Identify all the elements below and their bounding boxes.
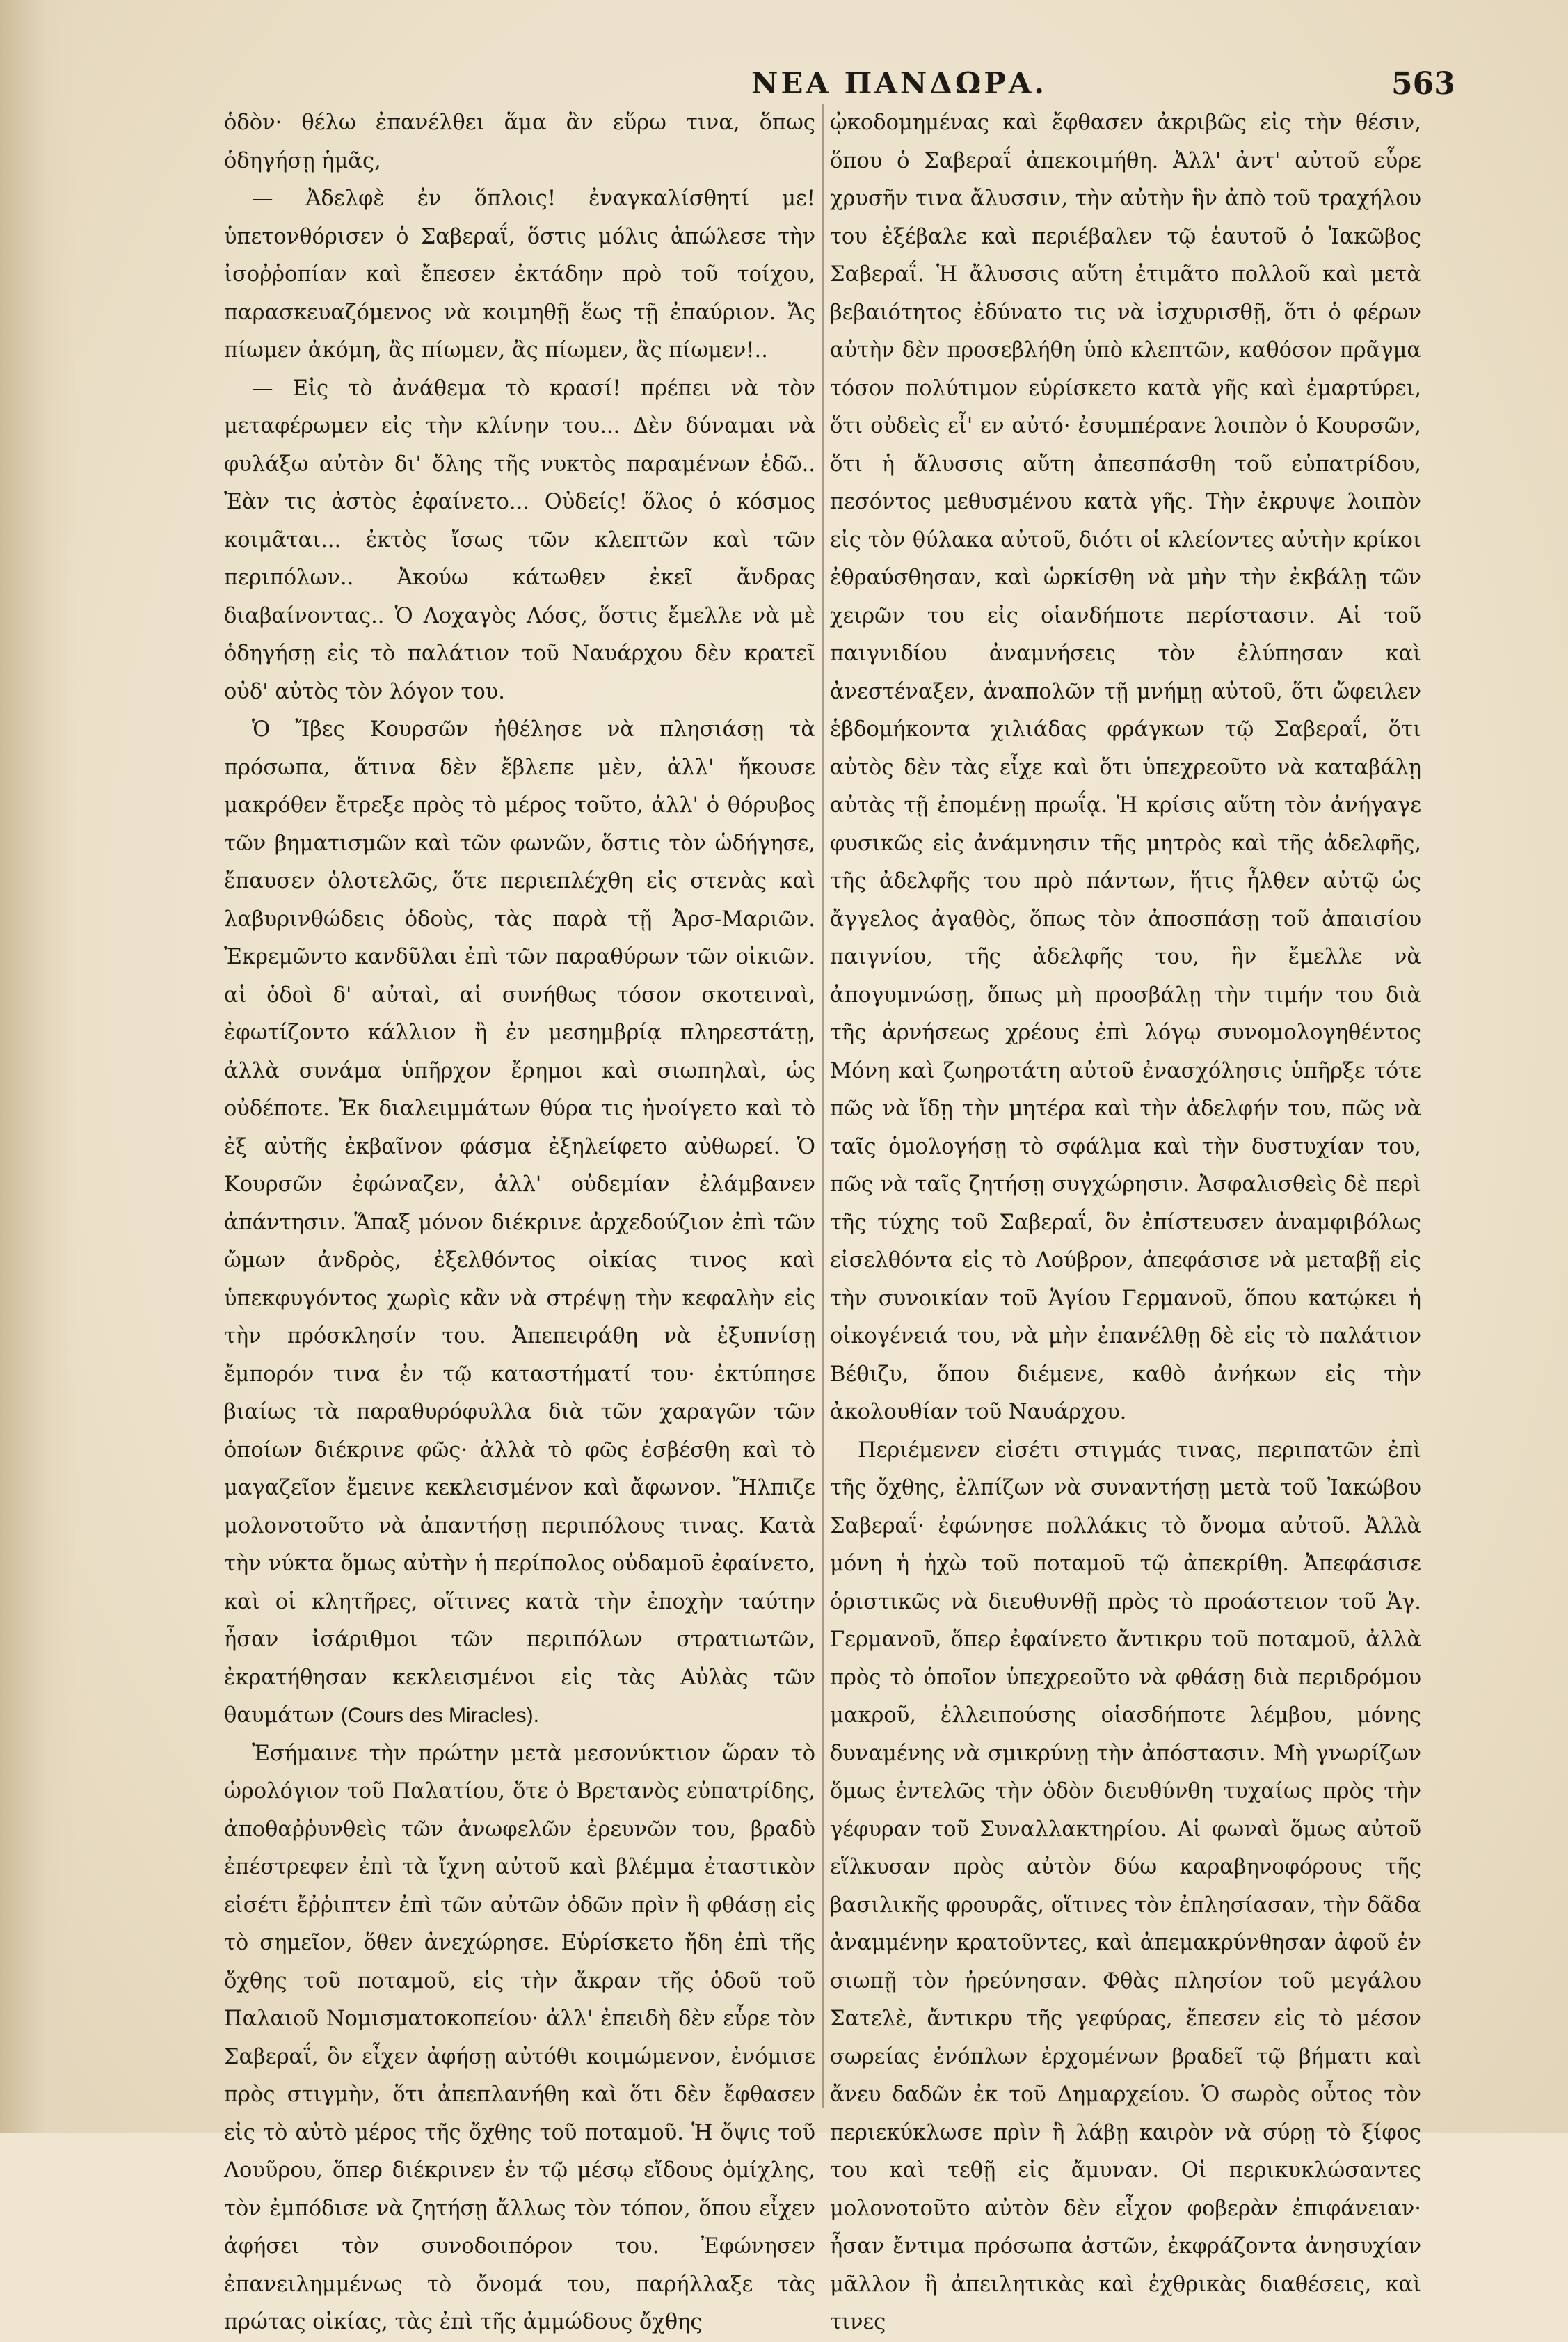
- paragraph: Ἐσήμαινε τὴν πρώτην μετὰ μεσονύκτιον ὥραν τὸ ὡρολόγιον τοῦ Παλατίου, ὅτε ὁ Βρετανὸς εὐπατρίδης, ἀποθαῤῥυνθεὶς τῶν ἀνωφελῶν ἐρευνῶν του, βραδὺ ἐπέστρεφεν ἐπὶ τὰ ἴχνη αὐτοῦ καὶ βλέμμα ἐταστικὸν εἰσέτι ἔῤῥιπτεν ἐπὶ τῶν αὐτῶν ὁδῶν πρὶν ἢ φθάσῃ εἰς τὸ σημεῖον, ὅθεν ἀνεχώρησε. Εὑρίσκετο ἤδη ἐπὶ τῆς ὄχθης τοῦ ποταμοῦ, εἰς τὴν ἄκραν τῆς ὁδοῦ τοῦ Παλαιοῦ Νομισματοκοπείου· ἀλλ' ἐπειδὴ δὲν εὗρε τὸν Σαβεραΐ, ὃν εἶχεν ἀφήσῃ αὐτόθι κοιμώμενον, ἐνόμισε πρὸς στιγμὴν, ὅτι ἀπεπλανήθη καὶ ὅτι δὲν ἔφθασεν εἰς τὸ αὐτὸ μέρος τῆς ὄχθης τοῦ ποταμοῦ. Ἡ ὄψις τοῦ Λουῦρου, ὅπερ διέκρινεν ἐν τῷ μέσῳ εἴδους ὁμίχλης, τὸν ἐμπόδισε νὰ ζητήσῃ ἄλλως τὸν τόπον, ὅπου εἶχεν ἀφήσει τὸν συνοδοιπόρον του. Ἐφώνησεν ἐπανειλημμένως τὸ ὄνομά του, παρήλλαξε τὰς πρώτας οἰκίας, τὰς ἐπὶ τῆς ἀμμώδους ὄχθης: [224, 1741, 815, 2334]
- paragraph: ὁδὸν· θέλω ἐπανέλθει ἅμα ἂν εὕρω τινα, ὅπως ὁδηγήσῃ ἡμᾶς,: [224, 111, 815, 173]
- journal-title: ΝΕΑ ΠΑΝΔΩΡΑ.: [751, 66, 1048, 100]
- page-binding-edge: [0, 0, 77, 2133]
- paragraph: — Εἰς τὸ ἀνάθεμα τὸ κρασί! πρέπει νὰ τὸν μεταφέρωμεν εἰς τὴν κλίνην του... Δὲν δύναμαι νὰ φυλάξω αὐτὸν δι' ὅλης τῆς νυκτὸς παραμένων ἐδῶ.. Ἐὰν τις ἀστὸς ἐφαίνετο... Οὐδείς! ὅλος ὁ κόσμος κοιμᾶται... ἐκτὸς ἴσως τῶν κλεπτῶν καὶ τῶν περιπόλων.. Ἀκούω κάτωθεν ἐκεῖ ἄνδρας διαβαίνοντας.. Ὁ Λοχαγὸς Λόσς, ὅστις ἔμελλε νὰ μὲ ὁδηγήσῃ εἰς τὸ παλάτιον τοῦ Ναυάρχου δὲν κρατεῖ οὐδ' αὐτὸς τὸν λόγον του.: [224, 376, 815, 704]
- left-column: [224, 104, 815, 2334]
- page-number: 563: [1391, 66, 1455, 102]
- paragraph: Περιέμενεν εἰσέτι στιγμάς τινας, περιπατῶν ἐπὶ τῆς ὄχθης, ἐλπίζων νὰ συναντήσῃ μετὰ τοῦ Ἰακώβου Σαβεραΐ· ἐφώνησε πολλάκις τὸ ὄνομα αὐτοῦ. Ἀλλὰ μόνη ἡ ἠχὼ τοῦ ποταμοῦ τῷ ἀπεκρίθη. Ἀπεφάσισε ὁριστικῶς νὰ διευθυνθῇ πρὸς τὸ προάστειον τοῦ Ἁγ. Γερμανοῦ, ὅπερ ἐφαίνετο ἄντικρυ τοῦ ποταμοῦ, ἀλλὰ πρὸς τὸ ὁποῖον ὑπεχρεοῦτο νὰ φθάσῃ διὰ περιδρόμου μακροῦ, ἐλλειπούσης οἱασδήποτε λέμβου, μόνης δυναμένης νὰ σμικρύνῃ τὴν ἀπόστασιν. Μὴ γνωρίζων ὅμως ἐντελῶς τὴν ὁδὸν διευθύνθη τυχαίως πρὸς τὴν γέφυραν τοῦ Συναλλακτηρίου. Αἱ φωναὶ ὅμως αὐτοῦ εἵλκυσαν πρὸς αὐτὸν δύω καραβηνοφόρους τῆς βασιλικῆς φρουρᾶς, οἵτινες τὸν ἐπλησίασαν, τὴν δᾶδα ἀναμμένην κρατοῦντες, καὶ ἀπεμακρύνθησαν ἀφοῦ ἐν σιωπῇ τὸν ἠρεύνησαν. Φθὰς πλησίον τοῦ μεγάλου Σατελὲ, ἄντικρυ τῆς γεφύρας, ἔπεσεν εἰς τὸ μέσον σωρείας ἐνόπλων ἐρχομένων βραδεῖ τῷ βήματι καὶ ἄνευ δαδῶν ἐκ τοῦ Δημαρχείου. Ὁ σωρὸς οὗτος τὸν περιεκύκλωσε πρὶν ἢ λάβῃ καιρὸν νὰ σύρῃ τὸ ξίφος του καὶ τεθῇ εἰς ἄμυναν. Οἱ περικυκλώσαντες μολονοτοῦτο αὐτὸν δὲν εἶχον φοβερὰν ἐπιφάνειαν· ἦσαν ἔντιμα πρόσωπα ἀστῶν, ἐκφράζοντα ἀνησυχίαν μᾶλλον ἢ ἀπειλητικὰς καὶ ἐχθρικὰς διαθέσεις, καὶ τινες: [830, 1437, 1421, 2334]
- right-column: [830, 104, 1421, 2334]
- paragraph: — Ἀδελφὲ ἐν ὅπλοις! ἐναγκαλίσθητί με! ὑπετονθόρισεν ὁ Σαβεραΐ, ὅστις μόλις ἀπώλεσε τὴν ἰσοῤῥοπίαν καὶ ἔπεσεν ἐκτάδην πρὸ τοῦ τοίχου, παρασκευαζόμενος νὰ κοιμηθῇ ἕως τῇ ἐπαύριον. Ἄς πίωμεν ἀκόμη, ἂς πίωμεν, ἂς πίωμεν, ἂς πίωμεν!..: [224, 186, 815, 363]
- french-term: (Cours des Miracles).: [340, 1704, 539, 1727]
- running-header: [0, 66, 1568, 108]
- paragraph-text: Ὁ Ἴβες Κουρσῶν ἠθέλησε νὰ πλησιάσῃ τὰ πρόσωπα, ἅτινα δὲν ἔβλεπε μὲν, ἀλλ' ἤκουσε μακρόθεν ἔτρεξε πρὸς τὸ μέρος τοῦτο, ἀλλ' ὁ θόρυβος τῶν βηματισμῶν καὶ τῶν φωνῶν, ὅστις τὸν ὡδήγησε, ἔπαυσεν ὁλοτελῶς, ὅτε περιεπλέχθη εἰς στενὰς καὶ λαβυρινθώδεις ὁδοὺς, τὰς παρὰ τῇ Ἀρσ-Μαριῶν. Ἐκρεμῶντο κανδῦλαι ἐπὶ τῶν παραθύρων τῶν οἰκιῶν. αἱ ὁδοὶ δ' αὐταὶ, αἱ συνήθως τόσον σκοτειναὶ, ἐφωτίζοντο κάλλιον ἢ ἐν μεσημβρίᾳ πληρεστάτῃ, ἀλλὰ συνάμα ὑπῆρχον ἔρημοι καὶ σιωπηλαὶ, ὡς οὐδέποτε. Ἐκ διαλειμμάτων θύρα τις ἠνοίγετο καὶ τὸ ἐξ αὐτῆς ἐκβαῖνον φάσμα ἐξηλείφετο αὐθωρεί. Ὁ Κουρσῶν ἐφώναζεν, ἀλλ' οὐδεμίαν ἐλάμβανεν ἀπάντησιν. Ἅπαξ μόνον διέκρινε ἀρχεδούζιον ἐπὶ τῶν ὤμων ἀνδρὸς, ἐξελθόντος οἰκίας τινος καὶ ὑπεκφυγόντος χωρὶς κἂν νὰ στρέψῃ τὴν κεφαλὴν εἰς τὴν πρόσκλησίν του. Ἀπεπειράθη νὰ ἐξυπνίσῃ ἔμπορόν τινα ἐν τῷ καταστήματί του· ἐκτύπησε βιαίως τὰ παραθυρόφυλλα διὰ τῶν χαραγῶν τῶν ὁποίων διέκρινε φῶς· ἀλλὰ τὸ φῶς ἐσβέσθη καὶ τὸ μαγαζεῖον ἔμεινε κεκλεισμένον καὶ ἄφωνον. Ἤλπιζε μολονοτοῦτο νὰ ἀπαντήσῃ περιπόλους τινας. Κατὰ τὴν νύκτα ὅμως αὐτὴν ἡ περίπολος οὐδαμοῦ ἐφαίνετο, καὶ οἱ κλητῆρες, οἵτινες κατὰ τὴν ἐποχὴν ταύτην ἦσαν ἰσάριθμοι τῶν περιπόλων στρατιωτῶν, ἐκρατήθησαν κεκλεισμένοι εἰς τὰς Αὐλὰς τῶν θαυμάτων: [224, 717, 815, 1728]
- paragraph: ᾠκοδομημένας καὶ ἔφθασεν ἀκριβῶς εἰς τὴν θέσιν, ὅπου ὁ Σαβεραΐ ἀπεκοιμήθη. Ἀλλ' ἀντ' αὐτοῦ εὗρε χρυσῆν τινα ἄλυσσιν, τὴν αὐτὴν ἣν ἀπὸ τοῦ τραχήλου του ἐξέβαλε καὶ περιέβαλεν τῷ ἑαυτοῦ ὁ Ἰακῶβος Σαβεραΐ. Ἡ ἄλυσσις αὕτη ἐτιμᾶτο πολλοῦ καὶ μετὰ βεβαιότητος ἐδύνατο τις νὰ ἰσχυρισθῇ, ὅτι ὁ φέρων αὐτὴν δὲν προσεβλήθη ὑπὸ κλεπτῶν, καθόσον πρᾶγμα τόσον πολύτιμον εὑρίσκετο κατὰ γῆς καὶ ἐμαρτύρει, ὅτι οὐδεὶς εἶ' εν αὐτό· ἐσυμπέρανε λοιπὸν ὁ Κουρσῶν, ὅτι ἡ ἄλυσσις αὕτη ἀπεσπάσθη τοῦ εὐπατρίδου, πεσόντος μεθυσμένου κατὰ γῆς. Τὴν ἐκρυψε λοιπὸν εἰς τὸν θύλακα αὐτοῦ, διότι οἱ κλείοντες αὐτὴν κρίκοι ἐθραύσθησαν, καὶ ὡρκίσθη νὰ μὴν τὴν ἐκβάλῃ τῶν χειρῶν του εἰς οἱανδήποτε περίστασιν. Αἱ τοῦ παιγνιδίου ἀναμνήσεις τὸν ἐλύπησαν καὶ ἀνεστέναξεν, ἀναπολῶν τῇ μνήμῃ αὐτοῦ, ὅτι ὤφειλεν ἑβδομήκοντα χιλιάδας φράγκων τῷ Σαβεραΐ, ὅτι αὐτὸς δὲν τὰς εἶχε καὶ ὅτι ὑπεχρεοῦτο νὰ καταβάλῃ αὐτὰς τῇ ἐπομένῃ πρωΐᾳ. Ἡ κρίσις αὕτη τὸν ἀνήγαγε φυσικῶς εἰς ἀνάμνησιν τῆς μητρὸς καὶ τῆς ἀδελφῆς, τῆς ἀδελφῆς του πρὸ πάντων, ἥτις ἦλθεν αὐτῷ ὡς ἄγγελος ἀγαθὸς, ὅπως τὸν ἀποσπάσῃ τοῦ ἀπαισίου παιγνίου, τῆς ἀδελφῆς του, ἣν ἔμελλε νὰ ἀπογυμνώσῃ, ὅπως μὴ προσβάλῃ τὴν τιμήν του διὰ τῆς ἀρνήσεως χρέους ἐπὶ λόγῳ συνομολογηθέντος Μόνη καὶ ζωηροτάτη αὐτοῦ ἐνασχόλησις ὑπῆρξε τότε πῶς νὰ ἴδῃ τὴν μητέρα καὶ τὴν ἀδελφήν του, πῶς νὰ ταῖς ὁμολογήσῃ τὸ σφάλμα καὶ τὴν δυστυχίαν του, πῶς νὰ ταῖς ζητήσῃ συγχώρησιν. Ἀσφαλισθεὶς δὲ περὶ τῆς τύχης τοῦ Σαβεραΐ, ὃν ἐπίστευσεν ἀναμφιβόλως εἰσελθόντα εἰς τὸ Λούβρον, ἀπεφάσισε νὰ μεταβῇ εἰς τὴν συνοικίαν τοῦ Ἁγίου Γερμανοῦ, ὅπου κατῴκει ἡ οἰκογένειά του, νὰ μὴν ἐπανέλθῃ δὲ εἰς τὸ παλάτιον Βέθιζυ, ὅπου διέμενε, καθὸ ἀνήκων εἰς τὴν ἀκολουθίαν τοῦ Ναυάρχου.: [830, 111, 1421, 1424]
- column-divider: [822, 104, 824, 2108]
- paragraph: [224, 711, 815, 1735]
